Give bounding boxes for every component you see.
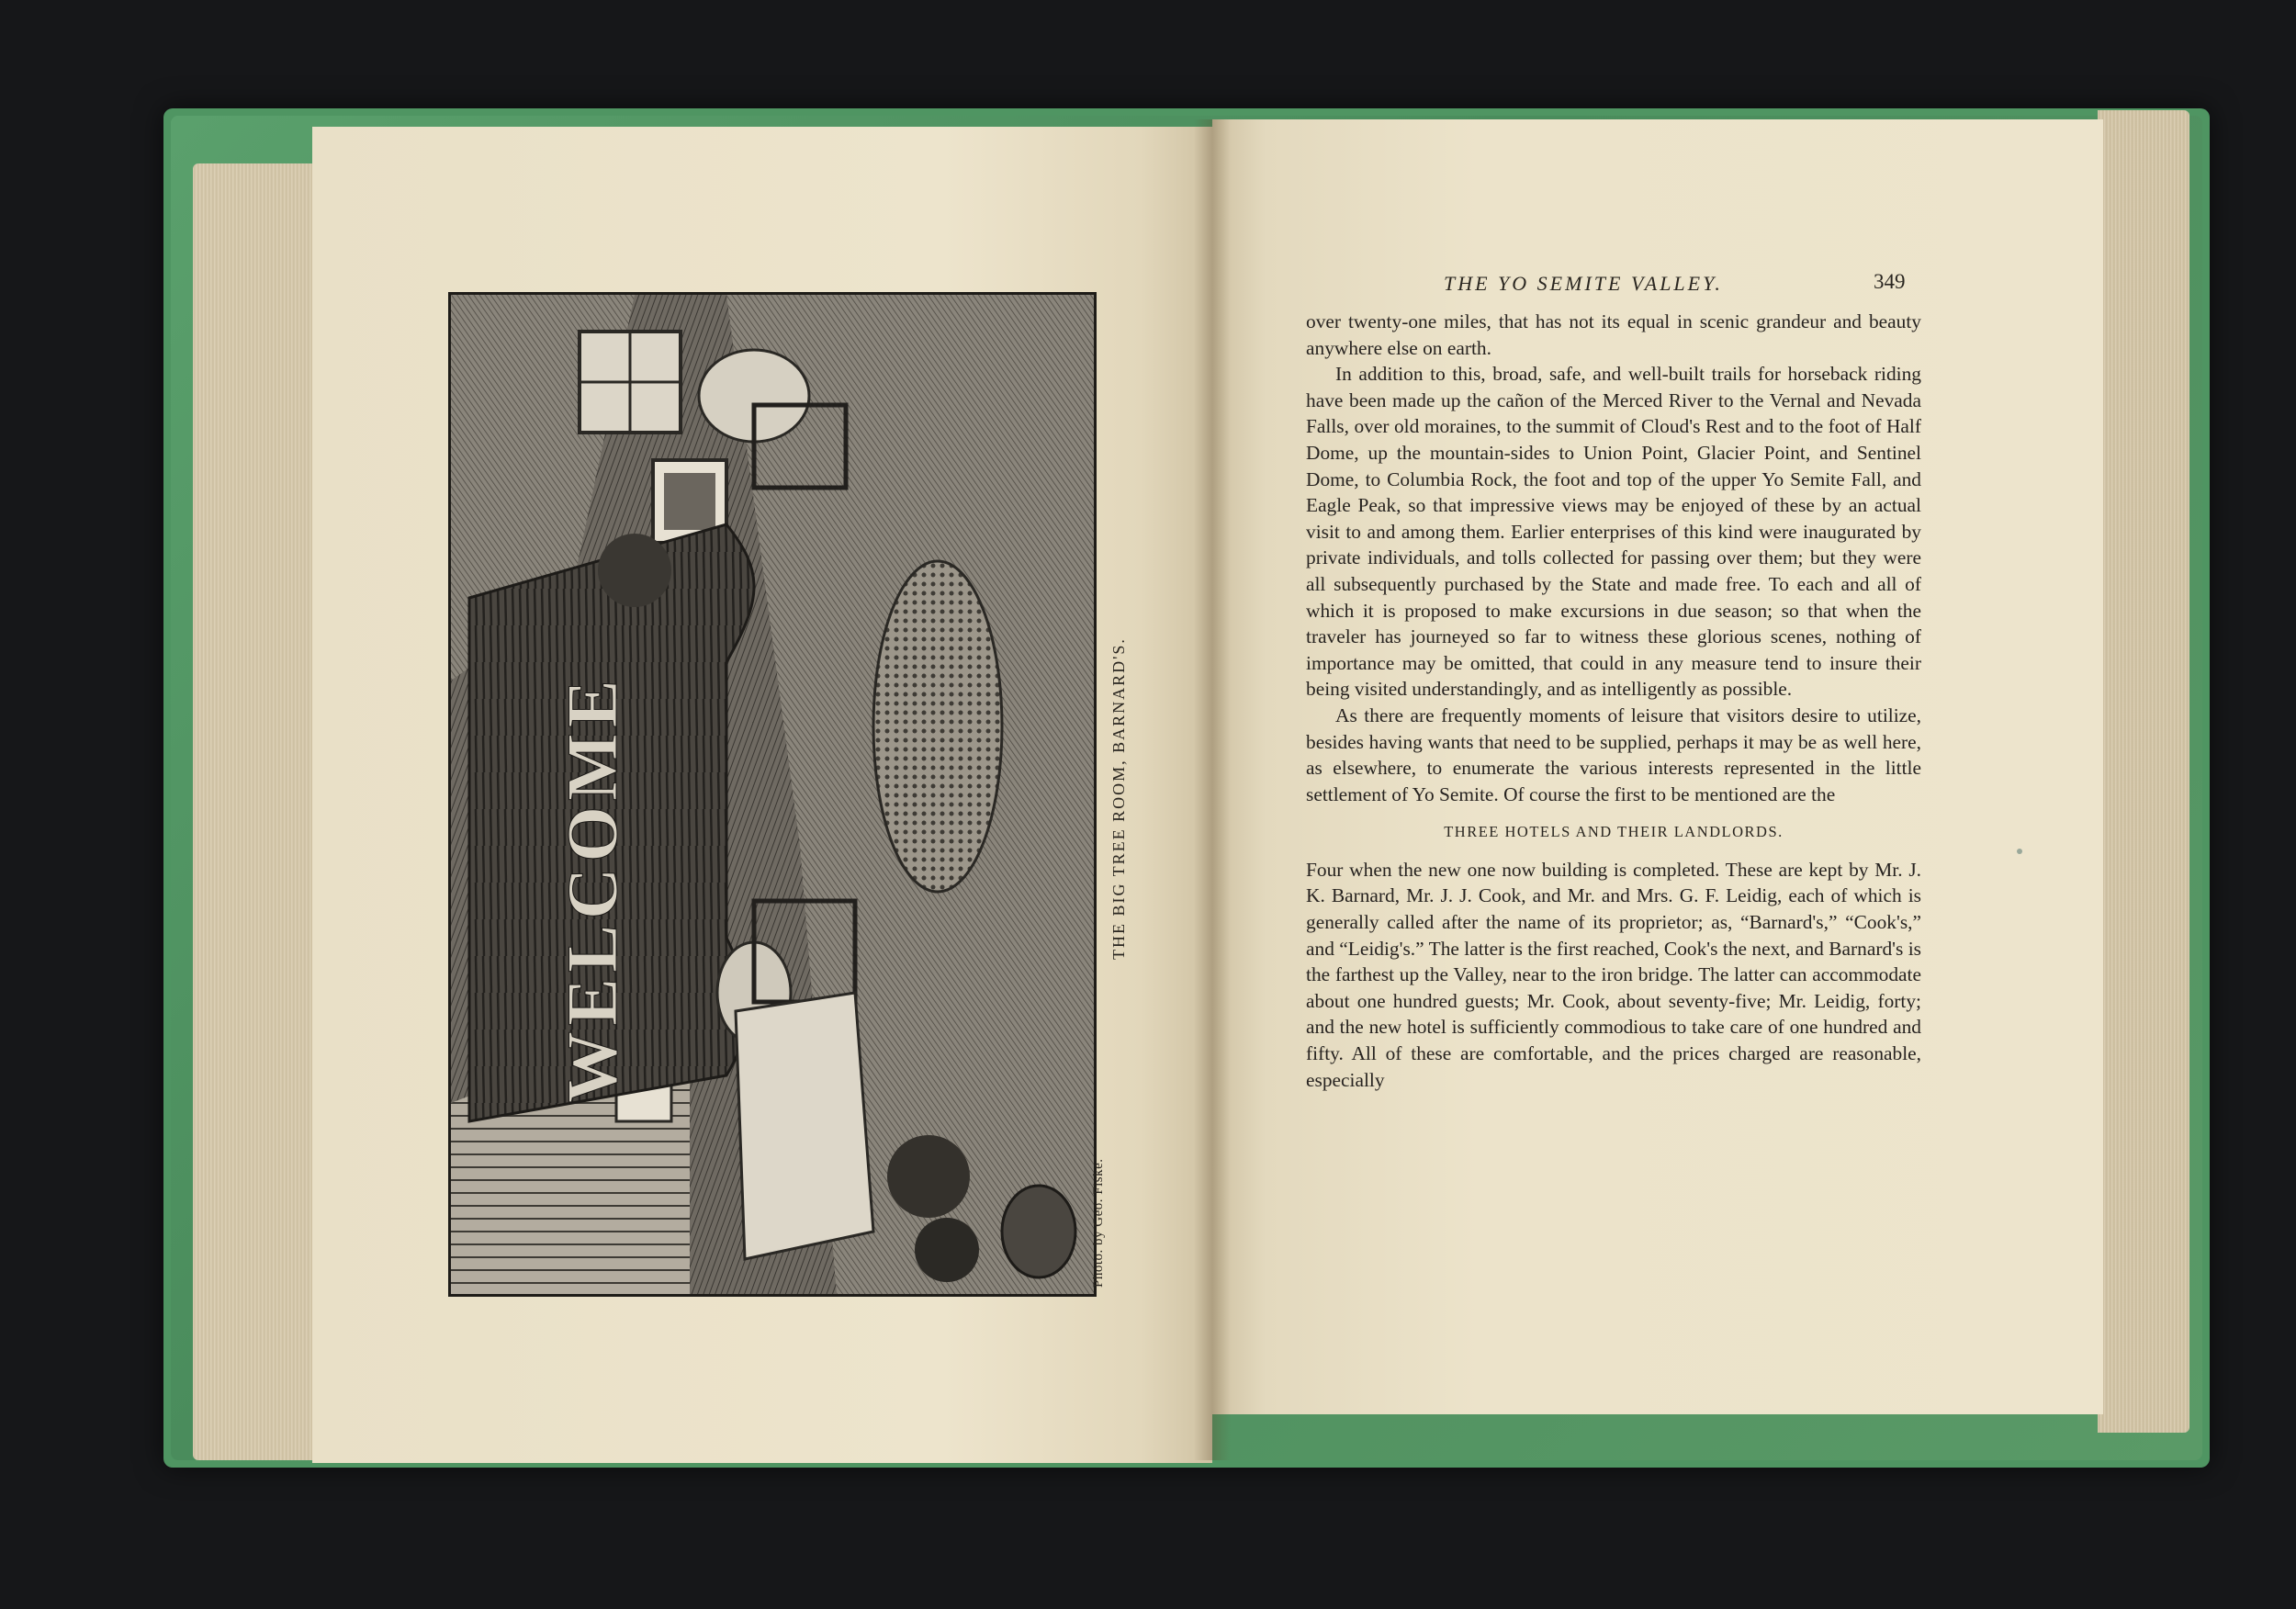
paragraph-1: over twenty-one miles, that has not its equal in scenic grandeur and beauty anywhere else on earth. — [1306, 310, 1921, 359]
book-gutter — [1194, 119, 1231, 1460]
paragraph-4: Four when the new one now building is completed. These are kept by Mr. J. K. Barnard, Mr. J. J. Cook, and Mr. and Mrs. G. F. Leidig, each of which is generally called after the name of its proprietor; as, “Barnard's,” “Cook's,” and “Leidig's.” The latter is the first reached, Cook's the next, and Barnard's is the farthest up the Valley, near to the iron bridge. The latter can accommodate about one hundred guests; Mr. Cook, about seventy-five; Mr. Leidig, forty; and the new hotel is sufficiently commodious to take care of one hundred and fifty. All of these are comfortable, and the prices charged are reasonable, especially — [1306, 858, 1921, 1091]
right-page-stack — [2098, 110, 2189, 1433]
paragraph-3: As there are frequently moments of leisure that visitors desire to utilize, besides having wants that need to be supplied, perhaps it may be as well here, as elsewhere, to enumerate the various interests represented in the little settlement of Yo Semite. Of course the first to be mentioned are the — [1306, 703, 1921, 805]
left-page-stack — [193, 163, 321, 1460]
illustration-caption: THE BIG TREE ROOM, BARNARD'S. — [1109, 637, 1128, 960]
engraving-welcome-text: WELCOME — [552, 674, 632, 1103]
running-head: THE YO SEMITE VALLEY. — [1444, 272, 1723, 295]
page-number: 349 — [1874, 270, 1906, 293]
cover-spot — [2017, 849, 2022, 854]
body-text — [1306, 309, 1921, 1093]
photo-credit: Photo. by Geo. Fiske. — [1091, 1158, 1106, 1288]
engraving-svg — [451, 295, 1094, 1294]
section-heading: THREE HOTELS AND THEIR LANDLORDS. — [1444, 823, 1784, 841]
paragraph-2: In addition to this, broad, safe, and well-built trails for horseback riding have been made up the cañon of the Merced River to the Vernal and Nevada Falls, over old moraines, to the summit of Cloud's Rest and to the foot of Half Dome, up the mountain-sides to Union Point, Glacier Point, and Sentinel Dome, to Columbia Rock, the foot and top of the upper Yo Semite Fall, and Eagle Peak, so that impressive views may be enjoyed of these by an actual visit to and among them. Earlier enterprises of this kind were inaugurated by private individuals, and tolls collected for passing over them; but they were all subsequently purchased by the State and made free. To each and all of which it is proposed to make excursions in due season; so that when the traveler has journeyed so far to witness these glorious scenes, nothing of importance may be omitted, that could in any measure tend to insure their being visited understandingly, and as intelligently as possible. — [1306, 363, 1921, 701]
engraving-illustration — [448, 292, 1097, 1297]
